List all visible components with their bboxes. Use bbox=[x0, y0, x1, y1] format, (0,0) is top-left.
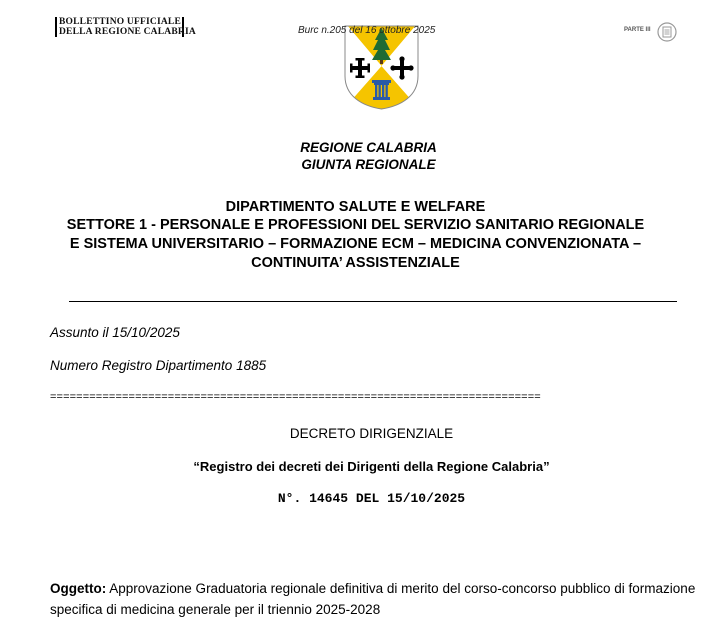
divider-line bbox=[69, 301, 677, 302]
masthead-line-2: DELLA REGIONE CALABRIA bbox=[59, 27, 196, 37]
decree-number: N°. 14645 DEL 15/10/2025 bbox=[277, 491, 466, 506]
sector-line-2: E SISTEMA UNIVERSITARIO – FORMAZIONE ECM – MEDICINA CONVENZIONATA – bbox=[69, 236, 642, 252]
masthead-line-1: BOLLETTINO UFFICIALE bbox=[59, 17, 181, 27]
subject-label: Oggetto: bbox=[50, 581, 107, 596]
issue-reference: Burc n.205 del 16 ottobre 2025 bbox=[298, 25, 436, 36]
document-icon bbox=[657, 22, 677, 42]
department-title: DIPARTIMENTO SALUTE E WELFARE bbox=[225, 199, 486, 215]
masthead-logo bbox=[55, 17, 196, 37]
part-label: PARTE III bbox=[624, 27, 651, 33]
sector-line-3: CONTINUITA’ ASSISTENZIALE bbox=[251, 255, 460, 271]
separator-line: =========================================================================== bbox=[50, 391, 541, 403]
council-name: GIUNTA REGIONALE bbox=[301, 157, 436, 172]
region-name: REGIONE CALABRIA bbox=[300, 140, 437, 155]
subject-paragraph bbox=[50, 578, 700, 620]
decree-registry: “Registro dei decreti dei Dirigenti della Regione Calabria” bbox=[193, 459, 550, 474]
department-registry-number: Numero Registro Dipartimento 1885 bbox=[50, 358, 267, 373]
decree-type: DECRETO DIRIGENZIALE bbox=[289, 426, 454, 441]
sector-line-1: SETTORE 1 - PERSONALE E PROFESSIONI DEL SERVIZIO SANITARIO REGIONALE bbox=[66, 217, 645, 233]
assunto-date: Assunto il 15/10/2025 bbox=[50, 325, 180, 340]
subject-text: Approvazione Graduatoria regionale definitiva di merito del corso-concorso pubblico di formazione specifica di medicina generale per il triennio 2025-2028 bbox=[50, 581, 696, 617]
